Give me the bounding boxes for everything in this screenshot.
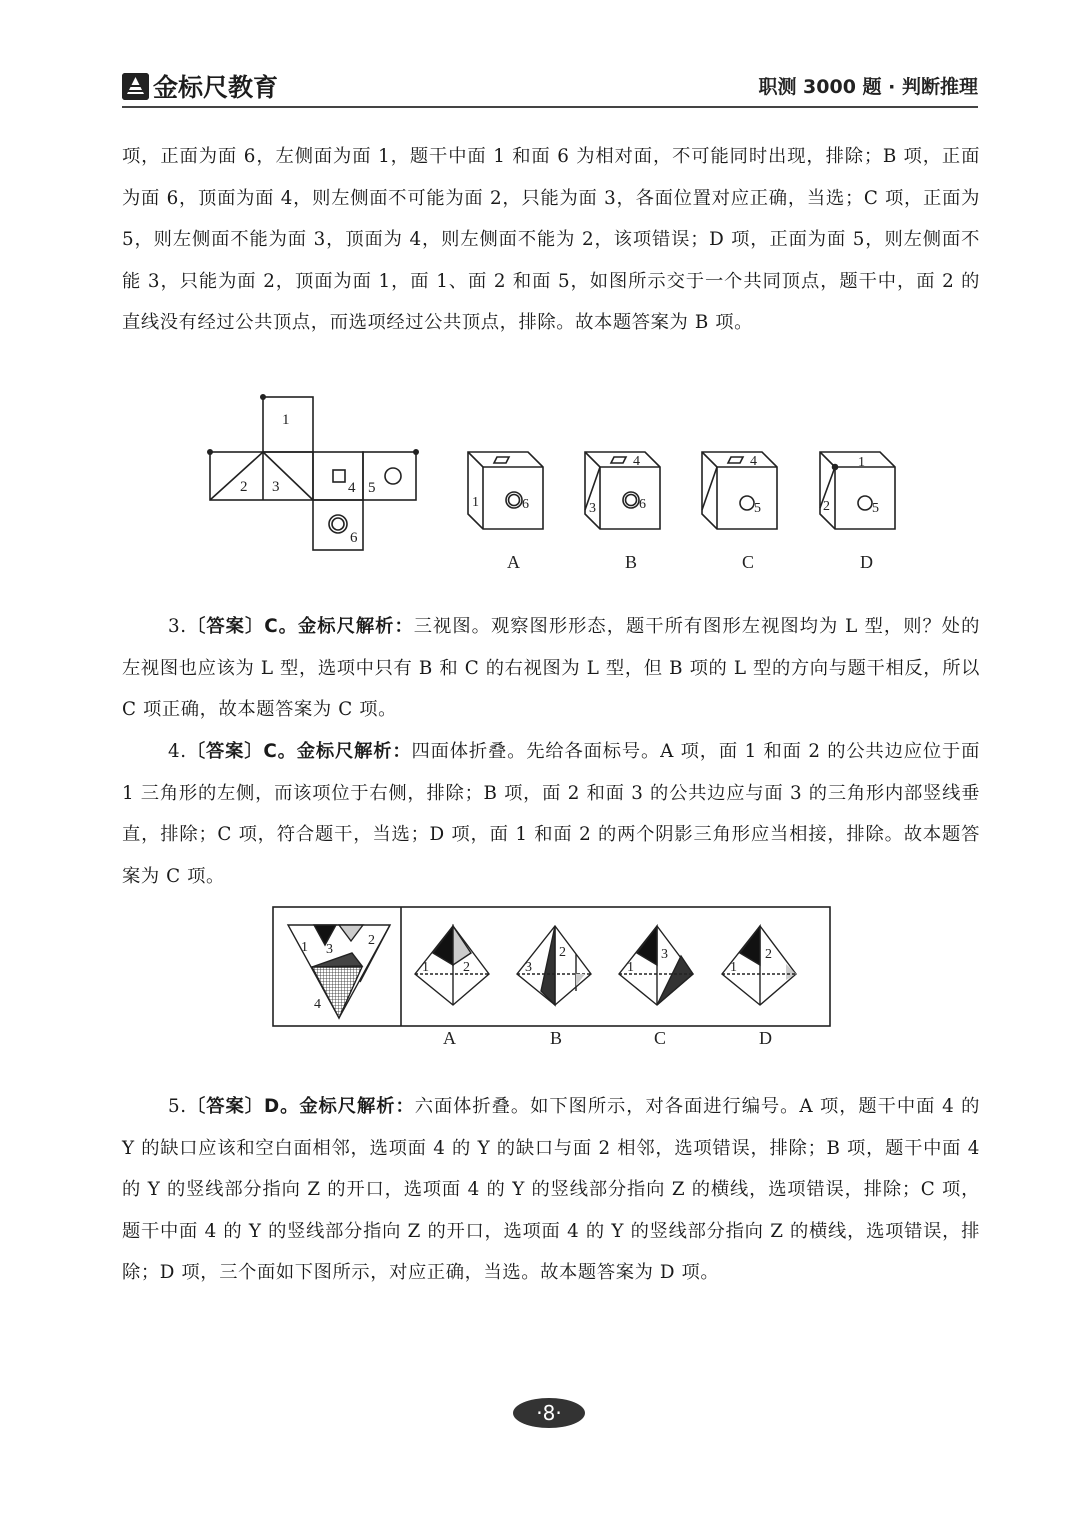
svg-text:5: 5 [754, 501, 761, 516]
svg-text:4: 4 [314, 997, 321, 1012]
answer-q5: 5.〔答案〕D。金标尺解析：六面体折叠。如下图所示，对各面进行编号。A 项，题干中面 4 的 Y 的缺口应该和空白面相邻，选项面 4 的 Y 的缺口与面 2 相邻，选项错误，排除；B 项，题干中面 4 的 Y 的竖线部分指向 Z 的开口，选项面 4 的 Y 的竖线部分指向 Z 的横线，选项错误，排除；C 项，题干中面 4 的 Y 的竖线部分指向 Z 的开口，选项面 4 的 Y 的竖线部分指向 Z 的横线，选项错误，排除；D 项，三个面如下图所示，对应正确，当选。故本题答案为 D 项。 [122, 1096, 980, 1283]
svg-text:A: A [507, 552, 520, 572]
svg-text:2: 2 [240, 479, 248, 495]
page-number: ·8· [513, 1398, 585, 1428]
answer-label: 〔答案〕D。 [186, 1096, 300, 1117]
book-title: 职测 3000 题 · 判断推理 [758, 76, 978, 98]
analysis-label: 金标尺解析： [299, 1096, 415, 1117]
logo-pyramid-icon [122, 73, 149, 100]
cube-net-diagram [200, 390, 920, 580]
svg-text:2: 2 [559, 945, 566, 960]
svg-text:D: D [860, 552, 873, 572]
analysis-label: 金标尺解析： [296, 741, 412, 762]
svg-text:D: D [759, 1028, 772, 1048]
svg-text:1: 1 [627, 960, 634, 975]
svg-text:1: 1 [730, 960, 737, 975]
answer-q3: 3.〔答案〕C。金标尺解析：三视图。观察图形形态，题干所有图形左视图均为 L 型，则？处的左视图也应该为 L 型，选项中只有 B 和 C 的右视图为 L 型，但 B 项的 L 型的方向与题干相反，所以 C 项正确，故本题答案为 C 项。 [122, 616, 980, 720]
svg-text:4: 4 [750, 454, 757, 469]
page-header [122, 64, 978, 108]
svg-text:6: 6 [522, 497, 529, 512]
tetrahedron-diagram [272, 906, 832, 1051]
svg-text:3: 3 [272, 479, 280, 495]
svg-text:3: 3 [525, 960, 532, 975]
publisher-logo [122, 68, 278, 104]
svg-text:1: 1 [301, 940, 308, 955]
svg-text:4: 4 [633, 454, 640, 469]
svg-text:6: 6 [350, 530, 358, 546]
svg-text:5: 5 [872, 501, 879, 516]
svg-text:3: 3 [661, 947, 668, 962]
svg-text:2: 2 [463, 960, 470, 975]
svg-text:6: 6 [639, 497, 646, 512]
svg-text:2: 2 [765, 947, 772, 962]
svg-text:C: C [742, 552, 755, 572]
svg-text:2: 2 [368, 933, 375, 948]
header-divider [122, 106, 978, 108]
svg-text:C: C [654, 1028, 667, 1048]
svg-text:A: A [443, 1028, 456, 1048]
cube-folding-figure [200, 390, 920, 580]
svg-text:B: B [625, 552, 638, 572]
answer-q4: 4.〔答案〕C。金标尺解析：四面体折叠。先给各面标号。A 项，面 1 和面 2 的公共边应位于面 1 三角形的左侧，而该项位于右侧，排除；B 项，面 2 和面 3 的公共边应与面 3 的三角形内部竖线垂直，排除；C 项，符合题干，当选；D 项，面 1 和面 2 的两个阴影三角形应当相接，排除。故本题答案为 C 项。 [122, 741, 981, 887]
analysis-paragraph-q2: 项，正面为面 6，左侧面为面 1，题干中面 1 和面 6 为相对面，不可能同时出现，排除；B 项，正面为面 6，顶面为面 4，则左侧面不可能为面 2，只能为面 3，各面位置对应正确，当选；C 项，正面为 5，则左侧面不能为面 3，顶面为 4，则左侧面不能为 2，该项错误；D 项，正面为面 5，则左侧面不能 3，只能为面 2，顶面为面 1，面 1、面 2 和面 5，如图所示交于一个共同顶点，题干中，面 2 的直线没有经过公共顶点，而选项经过公共顶点，排除。故本题答案为 B 项。 [122, 146, 980, 333]
svg-text:1: 1 [472, 495, 479, 510]
svg-text:3: 3 [326, 942, 333, 957]
svg-text:B: B [550, 1028, 563, 1048]
logo-text: 金标尺教育 [153, 73, 279, 102]
svg-text:5: 5 [368, 480, 376, 496]
analysis-label: 金标尺解析： [297, 616, 414, 637]
svg-text:1: 1 [858, 455, 865, 470]
svg-text:4: 4 [348, 480, 356, 496]
svg-text:2: 2 [823, 499, 830, 514]
answer-label: 〔答案〕C。 [186, 741, 297, 762]
svg-text:3: 3 [589, 501, 596, 516]
svg-text:1: 1 [282, 412, 290, 428]
svg-text:1: 1 [422, 960, 429, 975]
tetrahedron-folding-figure [272, 906, 832, 1051]
answer-label: 〔答案〕C。 [186, 616, 298, 637]
